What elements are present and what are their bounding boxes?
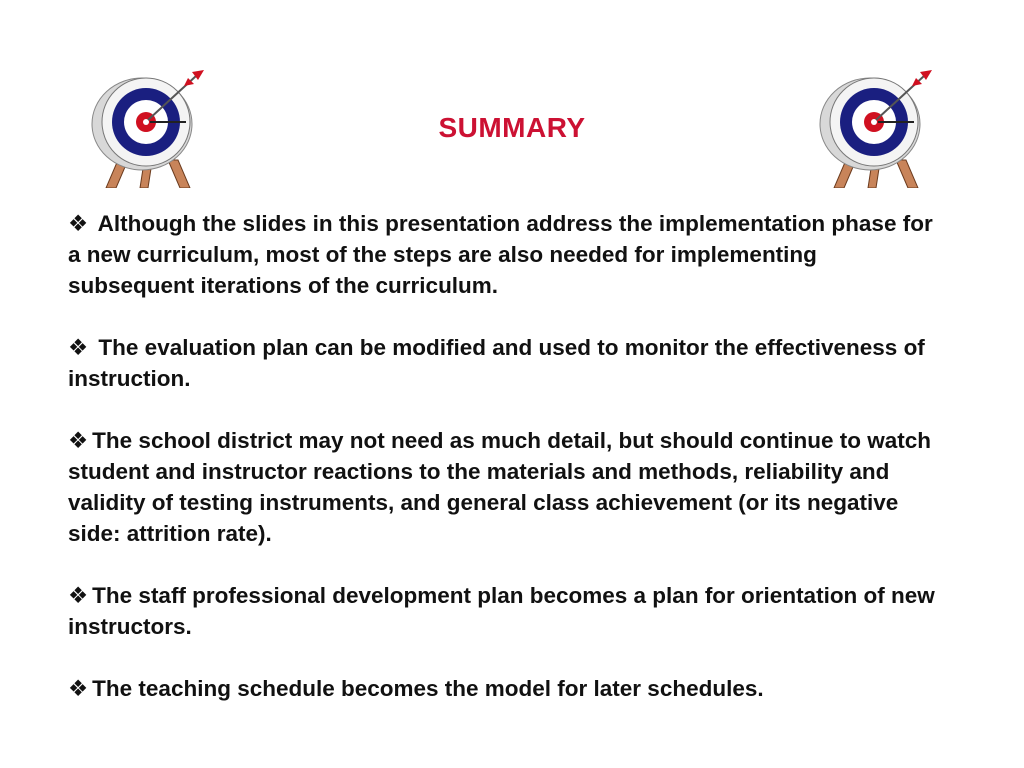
diamond-bullet-icon: ❖	[68, 428, 89, 453]
diamond-bullet-icon: ❖	[68, 211, 89, 236]
bullet-item	[68, 425, 948, 549]
bullet-text: The school district may not need as much detail, but should continue to watch student and instructor reactions to the materials and methods, reliability and validity of testing instruments, and general class achievement (or its negative side: attrition rate).	[68, 428, 932, 546]
slide-title: SUMMARY	[438, 112, 586, 143]
bullet-item	[68, 673, 948, 704]
bullet-item	[68, 208, 948, 301]
bullet-text: Although the slides in this presentation address the implementation phase for a new curriculum, most of the steps are also needed for implementing subsequent iterations of the curriculum.	[68, 211, 933, 298]
bullet-item	[68, 332, 948, 394]
bullet-text: The staff professional development plan becomes a plan for orientation of new instructors.	[68, 583, 935, 639]
target-right-icon	[816, 68, 936, 188]
bullet-list	[68, 208, 948, 735]
bullet-text: The evaluation plan can be modified and used to monitor the effectiveness of instruction.	[68, 335, 925, 391]
bullet-item	[68, 580, 948, 642]
diamond-bullet-icon: ❖	[68, 583, 89, 608]
bullet-text: The teaching schedule becomes the model for later schedules.	[92, 676, 764, 701]
diamond-bullet-icon: ❖	[68, 335, 89, 360]
diamond-bullet-icon: ❖	[68, 676, 89, 701]
